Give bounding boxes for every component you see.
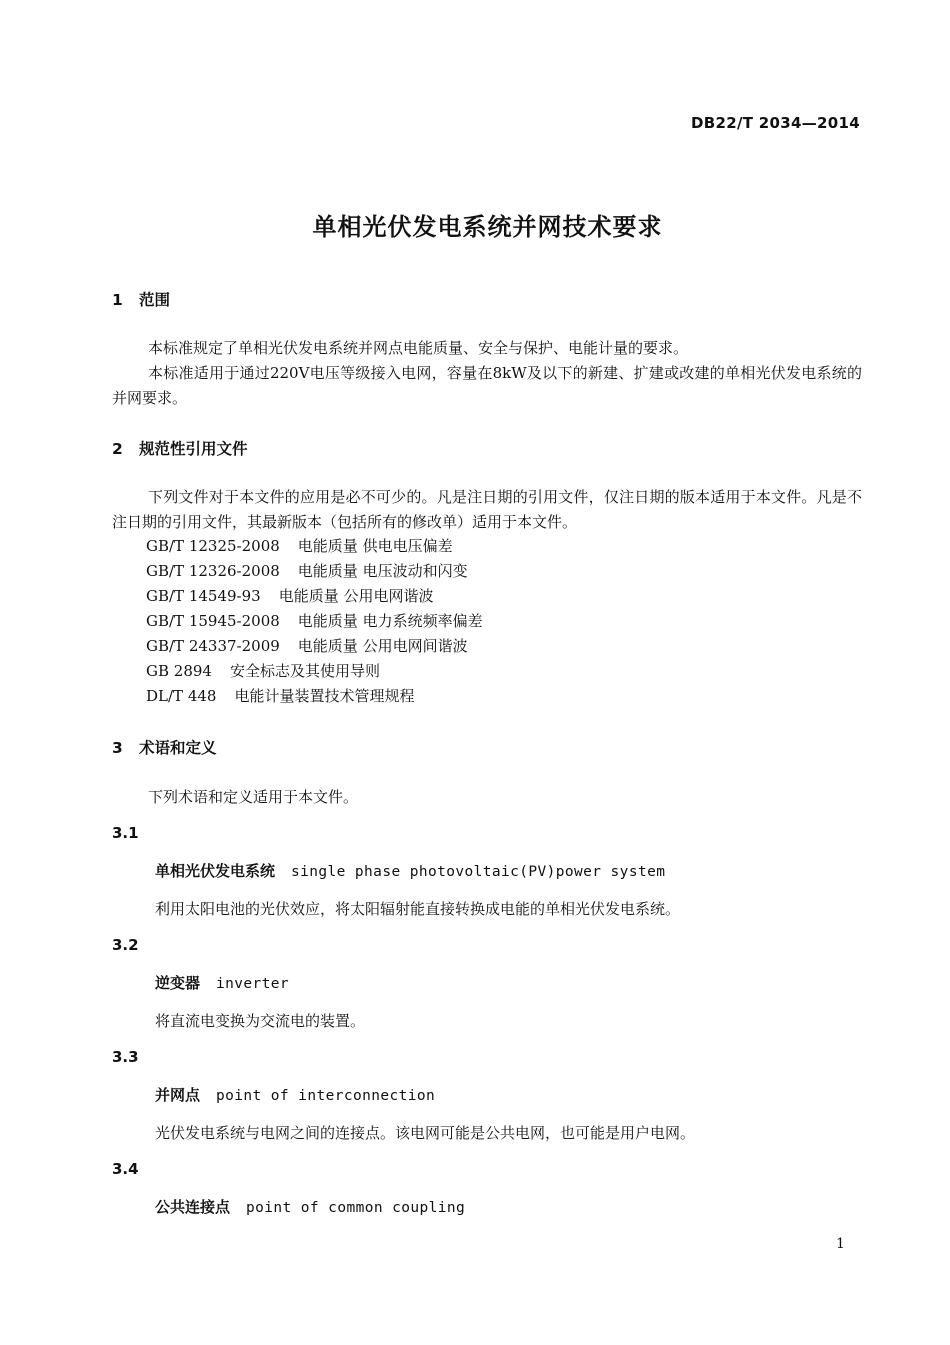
section-1-paragraph-1: 本标准规定了单相光伏发电系统并网点电能质量、安全与保护、电能计量的要求。 [148, 339, 689, 357]
reference-item [146, 585, 434, 606]
section-1-heading [112, 288, 170, 310]
reference-title: 电能质量 电压波动和闪变 [297, 562, 468, 580]
section-1-paragraph-2: 本标准适用于通过220V电压等级接入电网，容量在8kW及以下的新建、扩建或改建的单相光伏发电系统的并网要求。 [112, 364, 862, 407]
term-definition: 将直流电变换为交流电的装置。 [155, 1012, 366, 1030]
term-number: 3.1 [112, 824, 139, 842]
reference-title: 电能计量装置技术管理规程 [234, 687, 415, 705]
reference-title: 电能质量 供电电压偏差 [297, 537, 453, 555]
reference-code: GB 2894 [146, 662, 212, 680]
section-2-heading [112, 437, 248, 459]
reference-item [146, 685, 414, 706]
section-3-heading [112, 736, 217, 758]
reference-item [146, 635, 468, 656]
reference-title: 电能质量 公用电网间谐波 [297, 637, 468, 655]
reference-code: GB/T 12325-2008 [146, 537, 280, 555]
section-3-intro: 下列术语和定义适用于本文件。 [148, 788, 359, 806]
term-number: 3.3 [112, 1048, 139, 1066]
section-title: 术语和定义 [139, 739, 217, 757]
reference-item [146, 660, 380, 681]
section-number: 2 [112, 440, 123, 458]
section-title: 规范性引用文件 [139, 440, 248, 458]
reference-item [146, 560, 468, 581]
reference-title: 安全标志及其使用导则 [229, 662, 380, 680]
reference-code: GB/T 14549-93 [146, 587, 261, 605]
term-definition: 利用太阳电池的光伏效应，将太阳辐射能直接转换成电能的单相光伏发电系统。 [155, 900, 681, 918]
reference-code: GB/T 12326-2008 [146, 562, 280, 580]
section-title: 范围 [139, 291, 171, 309]
page-number: 1 [836, 1236, 845, 1252]
reference-code: DL/T 448 [146, 687, 217, 705]
term-number: 3.2 [112, 936, 139, 954]
term-zh: 逆变器 [155, 974, 201, 992]
term-heading [155, 972, 289, 993]
reference-code: GB/T 15945-2008 [146, 612, 280, 630]
page-title: 单相光伏发电系统并网技术要求 [312, 213, 663, 241]
reference-item [146, 610, 483, 631]
term-number: 3.4 [112, 1160, 139, 1178]
term-heading [155, 1196, 465, 1217]
term-zh: 并网点 [155, 1086, 201, 1104]
term-zh: 公共连接点 [155, 1198, 231, 1216]
section-2-intro: 下列文件对于本文件的应用是必不可少的。凡是注日期的引用文件，仅注日期的版本适用于本文件。凡是不注日期的引用文件，其最新版本（包括所有的修改单）适用于本文件。 [112, 488, 862, 531]
term-en: point of interconnection [216, 1088, 436, 1104]
reference-title: 电能质量 电力系统频率偏差 [297, 612, 483, 630]
section-number: 1 [112, 291, 123, 309]
term-zh: 单相光伏发电系统 [155, 862, 276, 880]
section-number: 3 [112, 739, 123, 757]
term-definition: 光伏发电系统与电网之间的连接点。该电网可能是公共电网，也可能是用户电网。 [155, 1124, 696, 1142]
term-en: point of common coupling [246, 1200, 466, 1216]
term-en: single phase photovoltaic(PV)power system [291, 864, 666, 880]
term-heading [155, 860, 665, 881]
term-heading [155, 1084, 435, 1105]
term-en: inverter [216, 976, 290, 992]
standard-code: DB22/T 2034—2014 [691, 114, 860, 132]
reference-title: 电能质量 公用电网谐波 [278, 587, 434, 605]
reference-item [146, 535, 453, 556]
reference-code: GB/T 24337-2009 [146, 637, 280, 655]
